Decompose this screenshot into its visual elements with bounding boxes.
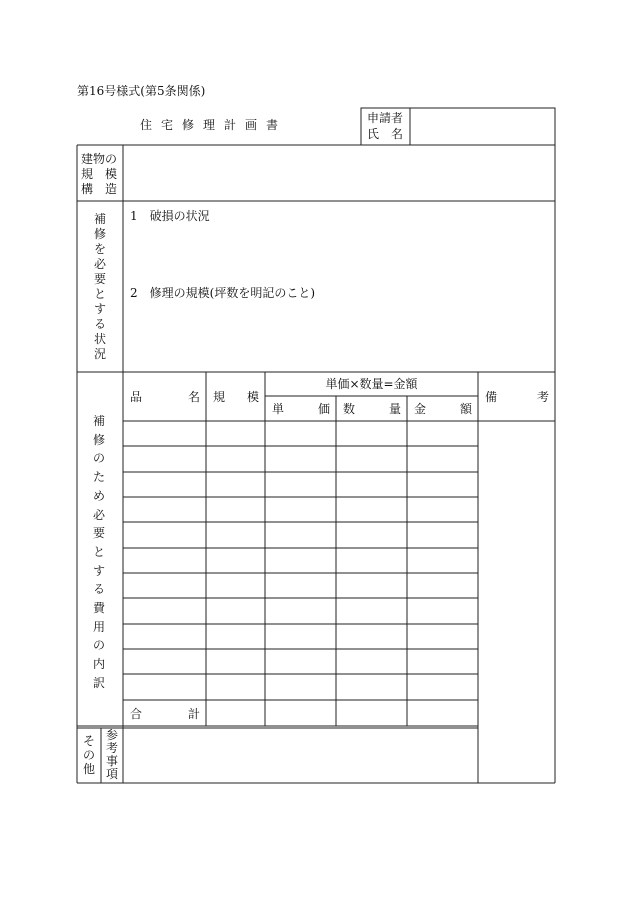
need-label-char: 修 [93, 227, 106, 241]
building-char-zou: 造 [104, 182, 117, 196]
other-char-ta: 他 [82, 762, 95, 776]
need-label-char: 要 [93, 272, 106, 286]
col-amount-char-2: 額 [459, 402, 472, 416]
building-char-kou: 構 [81, 182, 94, 196]
col-scale-char-1: 規 [213, 390, 226, 404]
cost-label-char: る [92, 582, 105, 597]
cost-label-char: め [92, 488, 105, 503]
col-qty-char-2: 量 [388, 402, 401, 416]
other-char-no: の [82, 748, 95, 762]
damage-status-label: 1 破損の状況 [130, 209, 210, 223]
col-header-scale [213, 390, 259, 404]
building-field[interactable] [124, 146, 554, 200]
reference-field[interactable] [124, 729, 477, 782]
cost-label-char: の [92, 451, 105, 466]
damage-status-field[interactable] [124, 226, 554, 282]
need-label-char: 補 [93, 212, 106, 226]
repair-scale-field[interactable] [124, 303, 554, 371]
building-label-line3 [81, 182, 117, 196]
other-label-col1 [81, 734, 97, 776]
col-header-quantity [343, 402, 401, 416]
need-label-char: 況 [93, 347, 106, 361]
need-section-label [92, 212, 108, 362]
need-label-char: 状 [93, 332, 106, 346]
col-qty-char-1: 数 [343, 402, 356, 416]
reference-char: 事 [105, 754, 118, 768]
reference-char: 参 [105, 728, 118, 742]
col-header-amount [414, 402, 472, 416]
need-label-char: と [93, 287, 106, 301]
applicant-name-char-1: 氏 [367, 127, 380, 141]
col-header-remarks [485, 390, 549, 404]
need-label-char: る [93, 317, 106, 331]
cost-section-label [91, 412, 107, 693]
col-unit-char-2: 価 [317, 402, 330, 416]
total-char-2: 計 [187, 707, 200, 721]
col-header-formula: 単価×数量=金額 [325, 377, 418, 391]
col-unit-char-1: 単 [272, 402, 285, 416]
col-item-char-1: 品 [130, 390, 143, 404]
building-label-line1: 建物の [81, 152, 118, 166]
applicant-name-field[interactable] [411, 109, 554, 144]
cost-label-char: 訳 [92, 675, 105, 690]
col-amount-char-1: 金 [414, 402, 427, 416]
cost-label-char: 必 [92, 507, 105, 522]
remarks-field[interactable] [479, 422, 554, 782]
col-remarks-char-2: 考 [536, 390, 549, 404]
form-number: 第16号様式(第5条関係) [77, 84, 206, 98]
need-label-char: す [93, 302, 106, 316]
total-row-label [130, 707, 200, 721]
col-item-char-2: 名 [187, 390, 200, 404]
applicant-name-label [367, 127, 403, 141]
building-char-bo: 模 [104, 167, 117, 181]
cost-label-char: 修 [92, 432, 105, 447]
building-label-line2 [81, 167, 117, 181]
building-char-ki: 規 [81, 167, 94, 181]
col-header-item [130, 390, 200, 404]
reference-char: 項 [105, 767, 118, 781]
col-header-unit-price [272, 402, 330, 416]
other-char-so: そ [82, 734, 95, 748]
need-label-char: 必 [93, 257, 106, 271]
need-label-char: を [93, 242, 106, 256]
cost-label-char: の [92, 638, 105, 653]
applicant-label: 申請者 [367, 111, 404, 125]
total-char-1: 合 [130, 707, 143, 721]
reference-char: 考 [105, 741, 118, 755]
applicant-name-char-2: 名 [390, 127, 403, 141]
cost-label-char: 用 [92, 619, 105, 634]
cost-label-char: す [92, 563, 105, 578]
cost-label-char: た [92, 470, 105, 485]
col-remarks-char-1: 備 [485, 390, 498, 404]
cost-label-char: 費 [92, 601, 105, 616]
cost-label-char: と [92, 544, 105, 559]
col-scale-char-2: 模 [246, 390, 259, 404]
repair-scale-label: 2 修理の規模(坪数を明記のこと) [130, 286, 315, 300]
cost-label-char: 要 [92, 526, 105, 541]
form-title: 住宅修理計画書 [140, 118, 288, 132]
other-label-col2 [104, 729, 120, 781]
cost-label-char: 内 [92, 657, 105, 672]
cost-label-char: 補 [92, 414, 105, 428]
